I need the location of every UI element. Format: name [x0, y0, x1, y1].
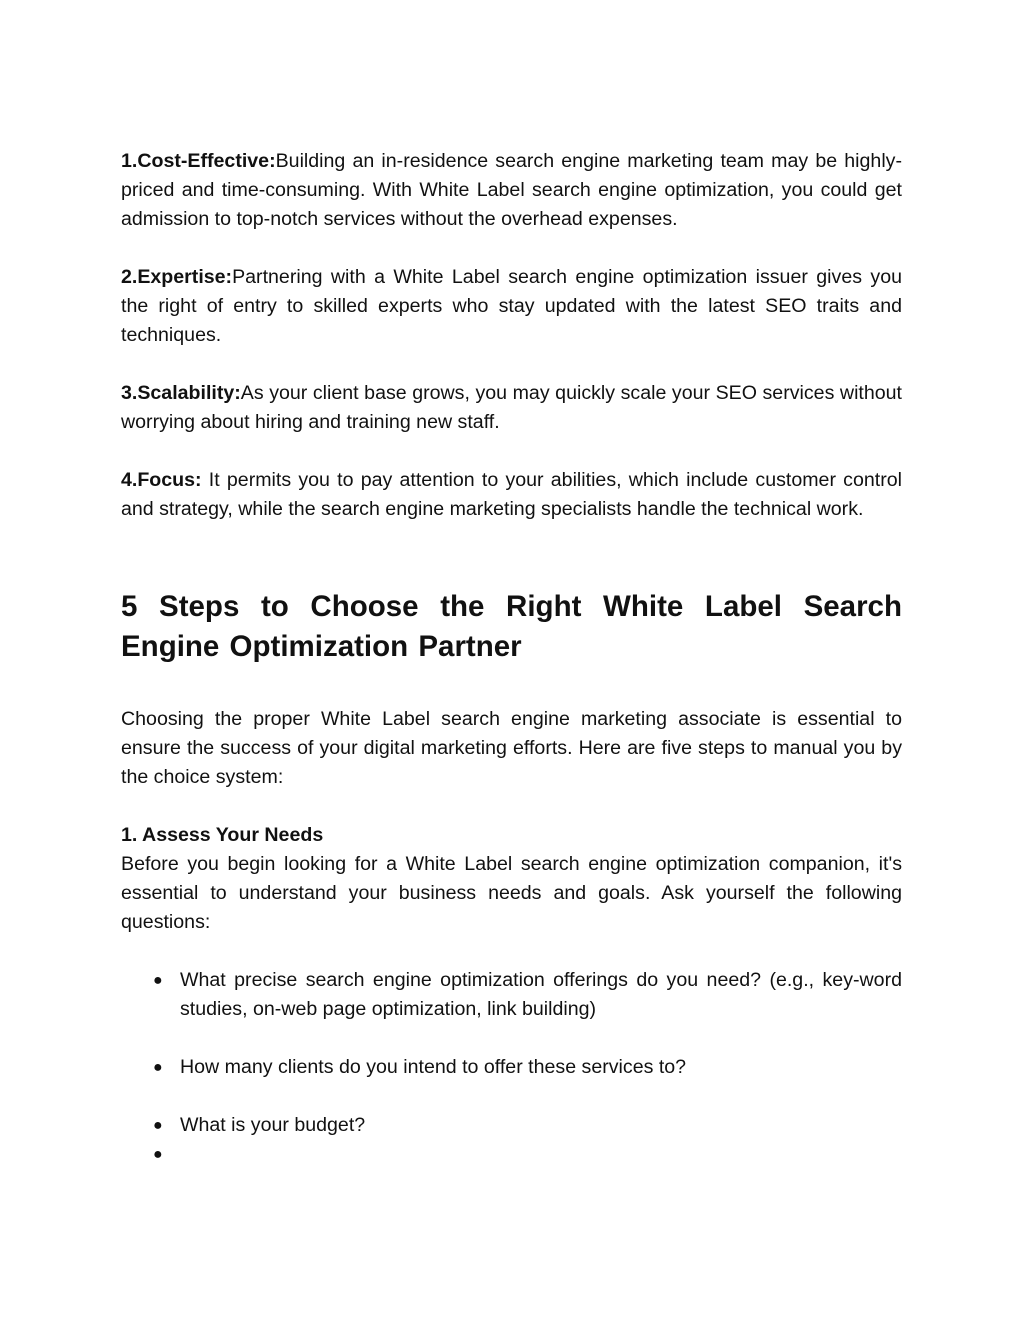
- list-item-text: What is your budget?: [180, 1114, 366, 1136]
- bullet-icon: ●: [153, 972, 163, 989]
- list-item: [121, 966, 902, 1024]
- bullet-icon: ●: [153, 1059, 163, 1076]
- bullet-icon: ●: [153, 1146, 163, 1163]
- benefit-scalability: [121, 379, 902, 437]
- benefit-title: 2.Expertise:: [121, 266, 233, 288]
- list-item-text: What precise search engine optimization offerings do you need? (e.g., key-word studies, on-web page optimization, link building): [180, 969, 902, 1020]
- benefit-expertise: [121, 263, 902, 350]
- benefit-title: 1.Cost-Effective:: [121, 150, 276, 172]
- benefit-text: As your client base grows, you may quickly scale your SEO services without worrying about hiring and training new staff.: [121, 382, 902, 433]
- step-1-text: Before you begin looking for a White Label search engine optimization companion, it's essential to understand your business needs and goals. Ask yourself the following questions:: [121, 853, 902, 933]
- section-intro: Choosing the proper White Label search engine marketing associate is essential to ensure the success of your digital marketing efforts. Here are five steps to manual you by the choice system:: [121, 708, 902, 788]
- benefit-cost-effective: [121, 147, 902, 234]
- list-item-text: How many clients do you intend to offer these services to?: [180, 1056, 687, 1078]
- benefit-text: Partnering with a White Label search engine optimization issuer gives you the right of entry to skilled experts who stay updated with the latest SEO traits and techniques.: [121, 266, 902, 346]
- list-item: [121, 1053, 902, 1082]
- section-heading-wrap: [121, 587, 902, 667]
- section-heading: 5 Steps to Choose the Right White Label Search Engine Optimization Partner: [121, 590, 902, 663]
- list-item: [121, 1111, 902, 1140]
- benefit-text: It permits you to pay attention to your abilities, which include customer control and strategy, while the search engine marketing specialists handle the technical work.: [121, 469, 902, 520]
- document-page: [121, 147, 902, 1169]
- step-1-title: 1. Assess Your Needs: [121, 824, 324, 846]
- benefit-text: Building an in-residence search engine marketing team may be highly-priced and time-consuming. With White Label search engine optimization, you could get admission to top-notch services without the overhead expenses.: [121, 150, 902, 230]
- benefit-title: 4.Focus:: [121, 469, 202, 491]
- questions-list: [121, 966, 902, 1169]
- benefit-title: 3.Scalability:: [121, 382, 241, 404]
- benefit-focus: [121, 466, 902, 524]
- bullet-icon: ●: [153, 1117, 163, 1134]
- list-item: [121, 1140, 902, 1169]
